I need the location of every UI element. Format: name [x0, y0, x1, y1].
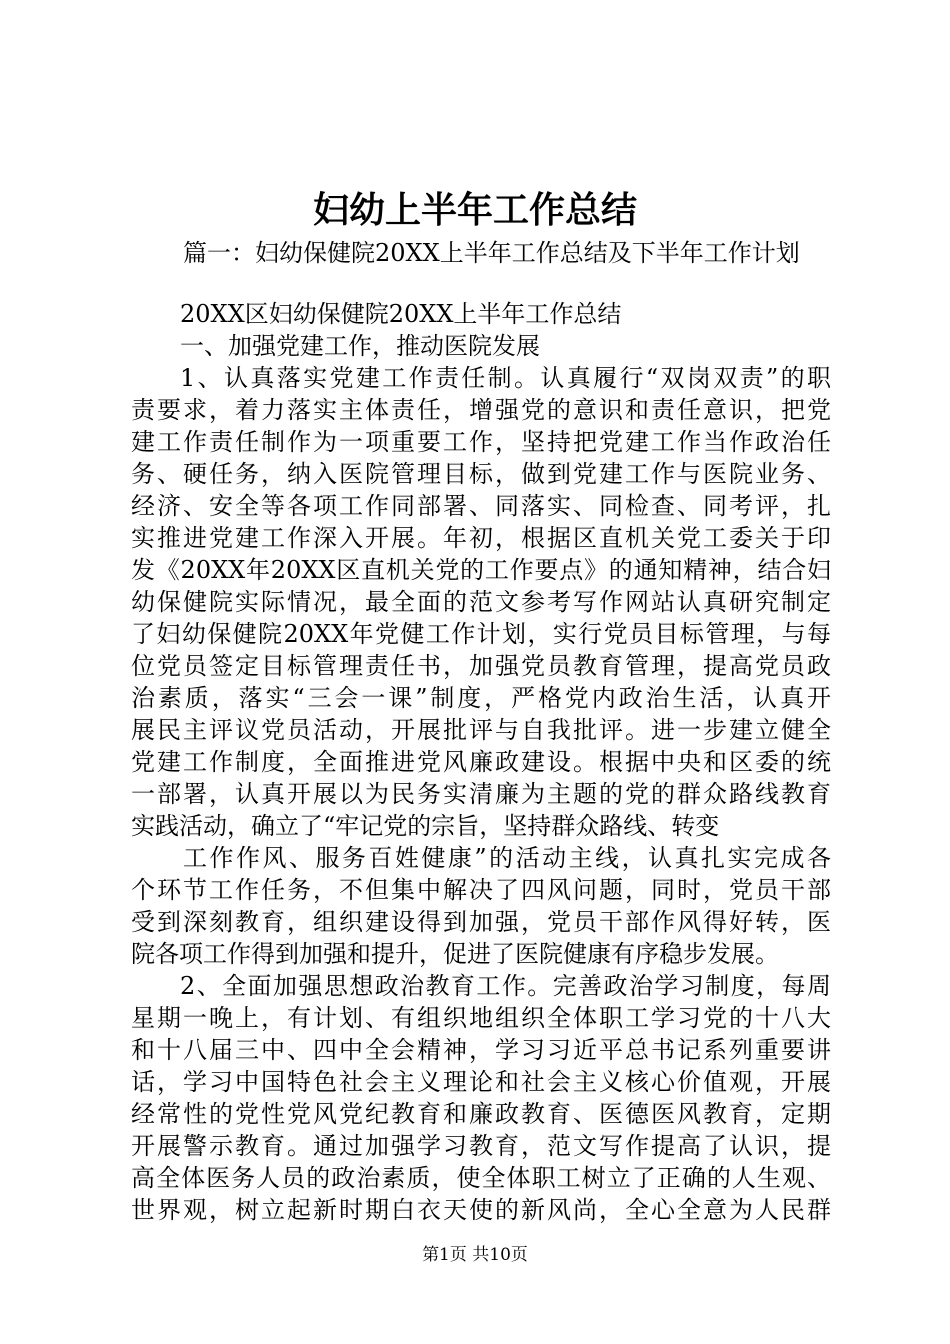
section-heading: 20XX区妇幼保健院20XX上半年工作总结 — [180, 300, 622, 328]
paragraph-line: 实践活动，确立了“牢记党的宗旨，坚持群众路线、转变 — [131, 812, 720, 840]
paragraph-line: 2、全面加强思想政治教育工作。完善政治学习制度，每周 — [180, 972, 831, 1000]
paragraph-line: 展民主评议党员活动，开展批评与自我批评。进一步建立健全 — [131, 716, 831, 744]
paragraph-line: 了妇幼保健院20XX年党健工作计划，实行党员目标管理，与每 — [131, 620, 831, 648]
paragraph-line: 工作作风、服务百姓健康”的活动主线，认真扎实完成各 — [183, 844, 831, 872]
paragraph-line: 党建工作制度，全面推进党风廉政建设。根据中央和区委的统 — [131, 748, 831, 776]
paragraph-line: 开展警示教育。通过加强学习教育，范文写作提高了认识，提 — [131, 1132, 831, 1160]
paragraph-line: 和十八届三中、四中全会精神，学习习近平总书记系列重要讲 — [131, 1036, 831, 1064]
paragraph-line: 实推进党建工作深入开展。年初，根据区直机关党工委关于印 — [131, 524, 831, 552]
paragraph-line: 经济、安全等各项工作同部署、同落实、同检查、同考评，扎 — [131, 492, 831, 520]
document-title: 妇幼上半年工作总结 — [312, 189, 637, 231]
paragraph-line: 1、认真落实党建工作责任制。认真履行“双岗双责”的职 — [180, 364, 831, 392]
paragraph-line: 幼保健院实际情况，最全面的范文参考写作网站认真研究制定 — [131, 588, 831, 616]
page-number-footer: 第1页 共10页 — [422, 1245, 528, 1265]
paragraph-line: 星期一晚上，有计划、有组织地组织全体职工学习党的十八大 — [131, 1004, 831, 1032]
paragraph-line: 一部署，认真开展以为民务实清廉为主题的党的群众路线教育 — [131, 780, 831, 808]
paragraph-line: 务、硬任务，纳入医院管理目标，做到党建工作与医院业务、 — [131, 460, 831, 488]
document-subtitle: 篇一：妇幼保健院20XX上半年工作总结及下半年工作计划 — [183, 239, 800, 267]
paragraph-line: 发《20XX年20XX区直机关党的工作要点》的通知精神，结合妇 — [131, 556, 831, 584]
paragraph-line: 建工作责任制作为一项重要工作，坚持把党建工作当作政治任 — [131, 428, 831, 456]
paragraph-line: 话，学习中国特色社会主义理论和社会主义核心价值观，开展 — [131, 1068, 831, 1096]
section-heading: 一、加强党建工作，推动医院发展 — [180, 332, 540, 360]
paragraph-line: 高全体医务人员的政治素质，使全体职工树立了正确的人生观、 — [131, 1164, 831, 1192]
paragraph-line: 院各项工作得到加强和提升，促进了医院健康有序稳步发展。 — [131, 940, 779, 968]
paragraph-line: 责要求，着力落实主体责任，增强党的意识和责任意识，把党 — [131, 396, 831, 424]
paragraph-line: 位党员签定目标管理责任书，加强党员教育管理，提高党员政 — [131, 652, 831, 680]
paragraph-line: 个环节工作任务，不但集中解决了四风问题，同时，党员干部 — [131, 876, 831, 904]
paragraph-line: 世界观，树立起新时期白衣天使的新风尚，全心全意为人民群 — [131, 1196, 831, 1224]
paragraph-line: 经常性的党性党风党纪教育和廉政教育、医德医风教育，定期 — [131, 1100, 831, 1128]
paragraph-line: 受到深刻教育，组织建设得到加强，党员干部作风得好转，医 — [131, 908, 831, 936]
paragraph-line: 治素质，落实“三会一课”制度，严格党内政治生活，认真开 — [131, 684, 831, 712]
